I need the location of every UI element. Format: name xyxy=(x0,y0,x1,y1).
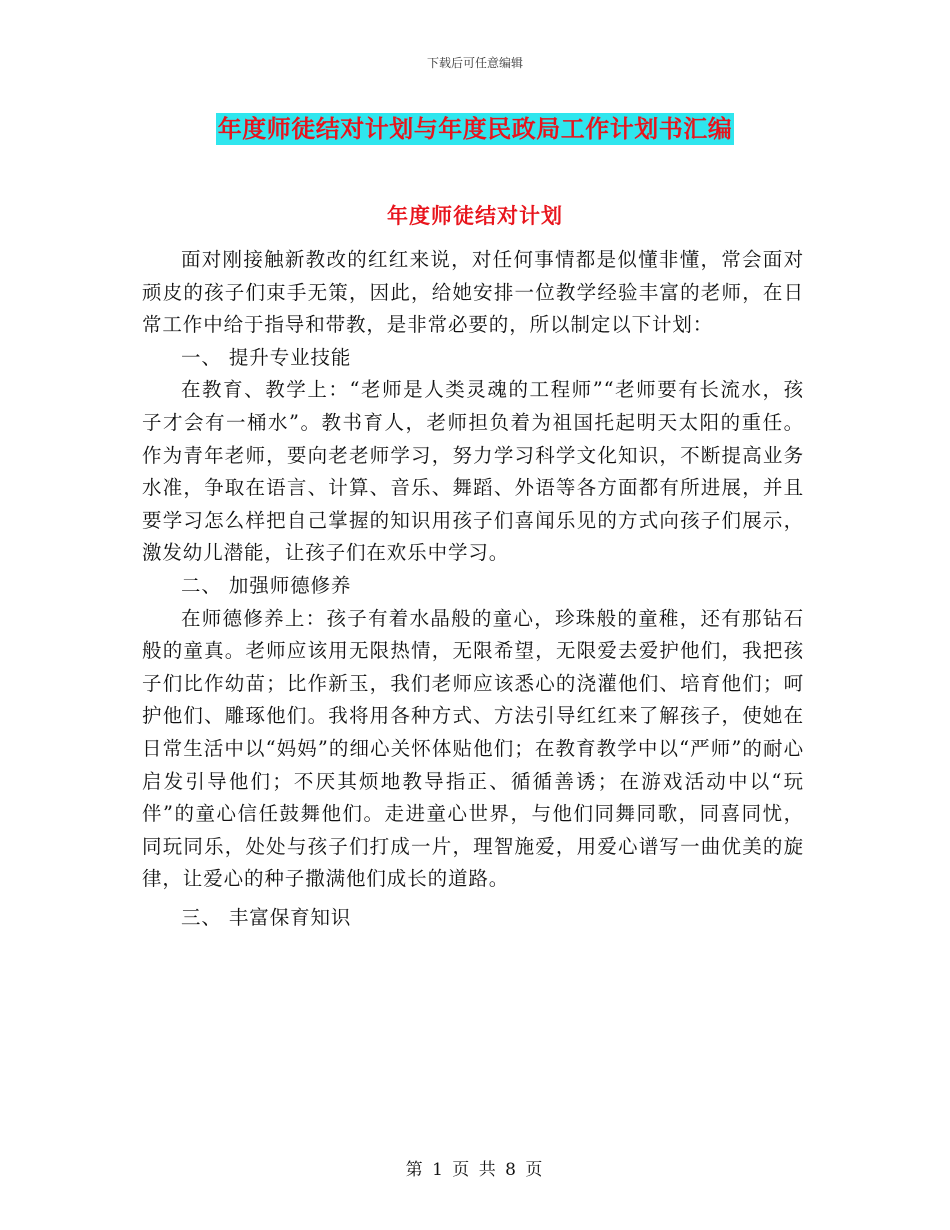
skills-paragraph: 在教育、教学上：“老师是人类灵魂的工程师”“老师要有长流水，孩子才会有一桶水”。教书育人，老师担负着为祖国托起明天太阳的重任。作为青年老师，要向老老师学习，努力学习科学文化知识，不断提高业务水准，争取在语言、计算、音乐、舞蹈、外语等各方面都有所进展，并且要学习怎么样把自己掌握的知识用孩子们喜闻乐见的方式向孩子们展示，激发幼儿潜能，让孩子们在欢乐中学习。 xyxy=(142,378,804,565)
header-note: 下载后可任意编辑 xyxy=(426,56,523,70)
section-title: 年度师徒结对计划 xyxy=(387,204,563,228)
page-footer: 第 1 页 共 8 页 xyxy=(405,1160,545,1180)
document-body xyxy=(142,244,804,934)
heading-ethics: 二、 加强师德修养 xyxy=(181,573,352,597)
heading-care: 三、 丰富保育知识 xyxy=(181,905,352,929)
intro-paragraph: 面对刚接触新教改的红红来说，对任何事情都是似懂非懂，常会面对顽皮的孩子们束手无策，因此，给她安排一位教学经验丰富的老师，在日常工作中给于指导和带教，是非常必要的，所以制定以下计划： xyxy=(142,248,804,337)
main-title: 年度师徒结对计划与年度民政局工作计划书汇编 xyxy=(217,115,733,143)
ethics-paragraph: 在师德修养上：孩子有着水晶般的童心，珍珠般的童稚，还有那钻石般的童真。老师应该用无限热情，无限希望，无限爱去爱护他们，我把孩子们比作幼苗；比作新玉，我们老师应该悉心的浇灌他们、培育他们；呵护他们、雕琢他们。我将用各种方式、方法引导红红来了解孩子，使她在日常生活中以“妈妈”的细心关怀体贴他们；在教育教学中以“严师”的耐心启发引导他们；不厌其烦地教导指正、循循善诱；在游戏活动中以“玩伴”的童心信任鼓舞他们。走进童心世界，与他们同舞同歌，同喜同忧，同玩同乐，处处与孩子们打成一片，理智施爱，用爱心谱写一曲优美的旋律，让爱心的种子撒满他们成长的道路。 xyxy=(142,606,804,891)
heading-skills: 一、 提升专业技能 xyxy=(181,345,352,369)
main-title-wrap xyxy=(0,113,950,145)
